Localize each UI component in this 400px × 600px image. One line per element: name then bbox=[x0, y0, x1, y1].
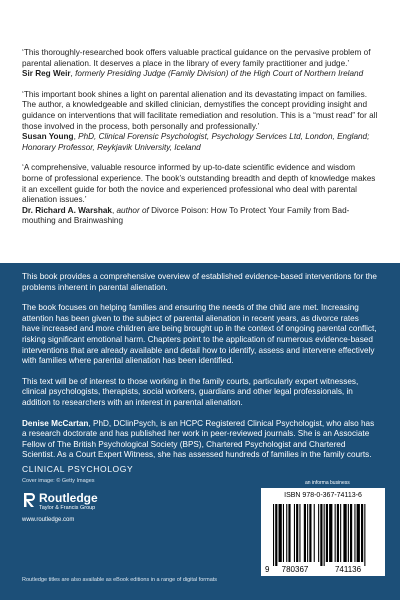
barcode-bar bbox=[286, 504, 287, 562]
praise-quote bbox=[22, 163, 378, 227]
barcode-bar bbox=[288, 504, 290, 562]
barcode-bar bbox=[348, 504, 349, 562]
barcode-bar bbox=[343, 504, 346, 562]
quote-author: Susan Young bbox=[22, 132, 74, 142]
quote-author-role-prefix: author of bbox=[116, 205, 149, 215]
barcode-bar bbox=[296, 504, 298, 562]
barcode-bar bbox=[309, 504, 311, 562]
description-paragraph: The book focuses on helping families and ensuring the needs of the child are met. Increasing attention has been given to the subject of parental alienation in recent years, as divorce rates have increased and more children are being brought up in the context of ongoing parental conflict, risking significant emotional harm. Chapters point to the application of numerous evidence-based interventions that are already available and detail how to identify, assess and intervene effectively with families where parental alienation has been identified. bbox=[22, 303, 377, 366]
informa-tagline: an informa business bbox=[305, 480, 350, 486]
quote-author: Sir Reg Weir bbox=[22, 69, 71, 79]
author-bio bbox=[22, 419, 378, 461]
barcode-bar bbox=[279, 504, 282, 562]
quote-attribution: Sir Reg Weir, formerly Presiding Judge (Family Division) of the High Court of Northern Ireland bbox=[22, 69, 364, 79]
barcode-icon bbox=[261, 488, 385, 576]
quote-author-role: formerly Presiding Judge (Family Division) of the High Court of Northern Ireland bbox=[75, 69, 364, 79]
quote-author-role: PhD, Clinical Forensic Psychologist, Psychology Services Ltd, London, England; Honorary Professor, Reykjavik University, Iceland bbox=[22, 132, 370, 152]
barcode-bar bbox=[361, 504, 363, 562]
barcode-digit-left: 9 bbox=[265, 565, 270, 574]
quote-author: Dr. Richard A. Warshak bbox=[22, 205, 112, 215]
isbn-label: ISBN 978-0-367-74113-6 bbox=[284, 492, 362, 499]
barcode-bar bbox=[273, 504, 274, 566]
barcode-bar bbox=[326, 504, 328, 562]
barcode-bar bbox=[324, 504, 325, 566]
routledge-logo-icon bbox=[22, 492, 36, 508]
quote-text: ‘This thoroughly-researched book offers valuable practical guidance on the pervasive problem of parental alienation. It deserves a place in the library of every family practitioner and judge.’ bbox=[22, 48, 371, 68]
barcode-bar bbox=[275, 504, 277, 566]
barcode-digits-left-group: 780367 bbox=[281, 565, 309, 574]
praise-quote bbox=[22, 48, 378, 80]
quote-text: ‘A comprehensive, valuable resource informed by up-to-date scientific evidence and wisdom borne of professional experience. The book’s outstanding breadth and depth of knowledge makes it an excellent guide for both the novice and experienced professional who deal with parental alienation issues.’ bbox=[22, 163, 376, 205]
subject-category: CLINICAL PSYCHOLOGY bbox=[22, 464, 134, 474]
barcode-bar bbox=[340, 504, 341, 562]
barcode-bar bbox=[307, 504, 308, 562]
barcode-bar bbox=[299, 504, 300, 562]
barcode-bar bbox=[304, 504, 306, 562]
publisher-name: Routledge bbox=[39, 491, 98, 505]
author-name: Denise McCartan bbox=[22, 418, 89, 428]
barcode-bar bbox=[357, 504, 360, 562]
barcode-bar bbox=[314, 504, 315, 562]
barcode-bar bbox=[318, 504, 319, 562]
barcode-bar bbox=[335, 504, 336, 562]
book-description bbox=[22, 272, 378, 471]
praise-quote bbox=[22, 90, 378, 154]
cover-credit: Cover image: © Getty Images bbox=[22, 478, 95, 484]
praise-panel bbox=[0, 0, 400, 263]
author-bio-text: , PhD, DClinPsych, is an HCPC Registered Clinical Psychologist, who also has a research doctorate and has published her work in peer-reviewed journals. She is an Associate Fellow of The British Psychological Society (BPS), Chartered Psychologist and Chartered Scientist. As a Court Expert Witness, she has assessed hundreds of families in the family courts. bbox=[22, 418, 375, 460]
barcode-bar bbox=[320, 504, 322, 566]
description-paragraph: This book provides a comprehensive overview of established evidence-based interventions for the problems inherent in parental alienation. bbox=[22, 272, 377, 292]
publisher-logo bbox=[22, 490, 142, 530]
barcode-bar bbox=[354, 504, 355, 562]
isbn-barcode bbox=[261, 488, 385, 576]
ebook-note: Routledge titles are also available as eBook editions in a range of digital formats bbox=[22, 577, 218, 583]
barcode-bar bbox=[337, 504, 339, 562]
barcode-bar bbox=[350, 504, 352, 562]
quote-author-book: Divorce Poison: How To Protect Your Family from Bad-mouthing and Brainwashing bbox=[22, 205, 350, 226]
barcode-bar bbox=[329, 504, 332, 562]
quote-attribution: Dr. Richard A. Warshak, author of Divorce Poison: How To Protect Your Family from Bad-mouthing and Brainwashing bbox=[22, 205, 350, 226]
barcode-digits-right-group: 741136 bbox=[334, 565, 362, 574]
barcode-bar bbox=[283, 504, 284, 562]
quote-attribution: Susan Young, PhD, Clinical Forensic Psychologist, Psychology Services Ltd, London, England; Honorary Professor, Reykjavik University, Iceland bbox=[22, 132, 370, 152]
barcode-bar bbox=[294, 504, 295, 562]
publisher-website[interactable]: www.routledge.com bbox=[22, 517, 75, 523]
description-paragraph: This text will be of interest to those working in the family courts, particularly expert witnesses, clinical psychologists, therapists, social workers, guardians and other legal professionals, in addition to researchers with an interest in parental alienation. bbox=[22, 376, 359, 407]
barcode-bar bbox=[364, 504, 365, 566]
quote-text: ‘This important book shines a light on parental alienation and its devastating impact on families. The author, a knowledgeable and skilled clinician, demystifies the concept providing insight and guidance on interventions that will facilitate remediation and resolution. This is a “must read” for all those involved in the process, both personally and professionally.’ bbox=[22, 89, 378, 131]
publisher-group: Taylor & Francis Group bbox=[39, 505, 96, 511]
